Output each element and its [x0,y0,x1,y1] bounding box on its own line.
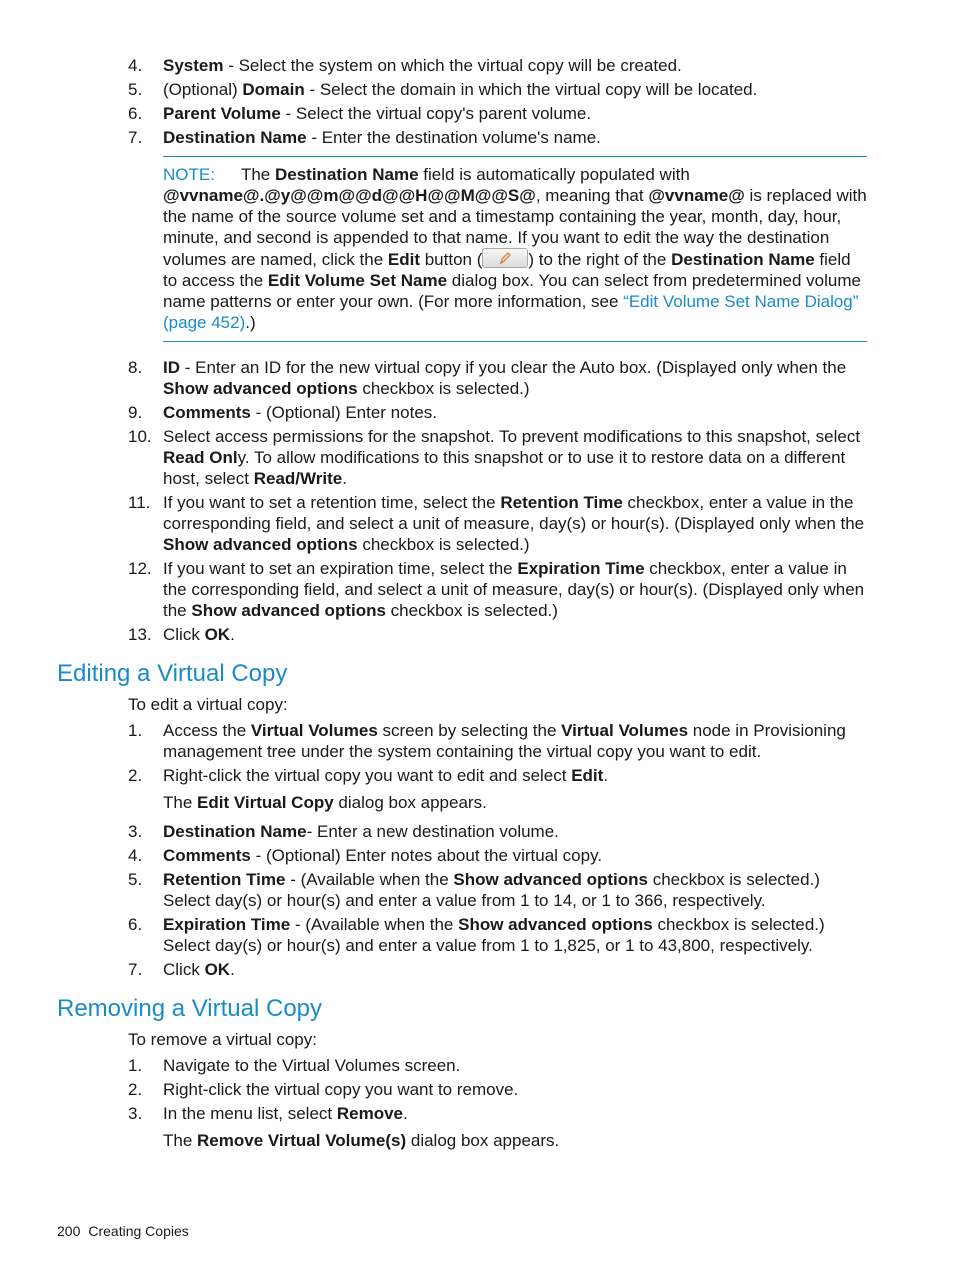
list-item: 1. Access the Virtual Volumes screen by selecting the Virtual Volumes node in Provisioning management tree under the system containing the virtual copy you want to edit. [128,721,846,761]
list-item: 6. Expiration Time - (Available when the Show advanced options checkbox is selected.) Select day(s) or hour(s) and enter a value from 1 to 1,825, or 1 to 43,800, respectively. [128,915,825,955]
list-item: 11. If you want to set a retention time, select the Retention Time checkbox, enter a value in the corresponding field, and select a unit of measure, day(s) or hour(s). (Displayed only when the Show advanced options checkbox is selected.) [128,493,865,554]
list-item: 2. Right-click the virtual copy you want to edit and select Edit. [128,766,609,785]
list-item: 4. Comments - (Optional) Enter notes about the virtual copy. [128,846,603,865]
note-label: NOTE: [163,165,215,184]
list-item: 9. Comments - (Optional) Enter notes. [128,403,437,422]
list-item: 12. If you want to set an expiration time, select the Expiration Time checkbox, enter a value in the corresponding field, and select a unit of measure, day(s) or hour(s). (Displayed only when the Show advanced options checkbox is selected.) [128,559,865,620]
list-item: 7. Click OK. [128,960,235,979]
list-item: 3. In the menu list, select Remove. [128,1104,408,1123]
pencil-icon [498,251,512,265]
page-number: 200 [57,1223,81,1239]
list-item: 2. Right-click the virtual copy you want to remove. [128,1080,519,1099]
list-item: 6. Parent Volume - Select the virtual copy's parent volume. [128,104,592,123]
footer-section-title: Creating Copies [88,1223,189,1239]
edit-volume-set-name-link[interactable]: “Edit Volume Set Name Dialog” (page 452) [163,292,859,332]
step-result: The Remove Virtual Volume(s) dialog box appears. [163,1131,560,1150]
section-heading-editing: Editing a Virtual Copy [57,660,288,687]
edit-button-image [482,248,528,268]
list-item: 5. (Optional) Domain - Select the domain in which the virtual copy will be located. [128,80,758,99]
list-item: 10. Select access permissions for the snapshot. To prevent modifications to this snapshot, select Read Only. To allow modifications to this snapshot or to use it to restore data on a different host, select Read/Write. [128,427,861,488]
list-item: 1. Navigate to the Virtual Volumes screen. [128,1056,461,1075]
list-item: 5. Retention Time - (Available when the Show advanced options checkbox is selected.) Select day(s) or hour(s) and enter a value from 1 to 14, or 1 to 366, respectively. [128,870,820,910]
step-result: The Edit Virtual Copy dialog box appears. [163,793,487,812]
section-intro: To remove a virtual copy: [128,1030,317,1049]
list-item: 7. Destination Name - Enter the destination volume's name. [128,128,601,147]
page-footer [57,1222,189,1240]
section-heading-removing: Removing a Virtual Copy [57,995,323,1022]
list-item: 4. System - Select the system on which the virtual copy will be created. [128,56,682,75]
note-box: NOTE: The Destination Name field is automatically populated with @vvname@.@y@@m@@d@@H@@M@@S@, meaning that @vvname@ is replaced with the name of the source volume set and a timestamp containing the year, month, day, hour, minute, and second is appended to that name. If you want to edit the way the destination volumes are named, click the Edit button ( ) to the right of the Destination Name field to access the Edit Volume Set Name dialog box. You can select from predetermined volume name patterns or enter your own. (For more information, see “Edit Volume Set Name Dialog” (page 452).) [163,156,867,342]
section-intro: To edit a virtual copy: [128,695,288,714]
list-item: 3. Destination Name- Enter a new destination volume. [128,822,559,841]
list-item: 13. Click OK. [128,625,235,644]
list-item: 8. ID - Enter an ID for the new virtual copy if you clear the Auto box. (Displayed only when the Show advanced options checkbox is selected.) [128,358,847,398]
